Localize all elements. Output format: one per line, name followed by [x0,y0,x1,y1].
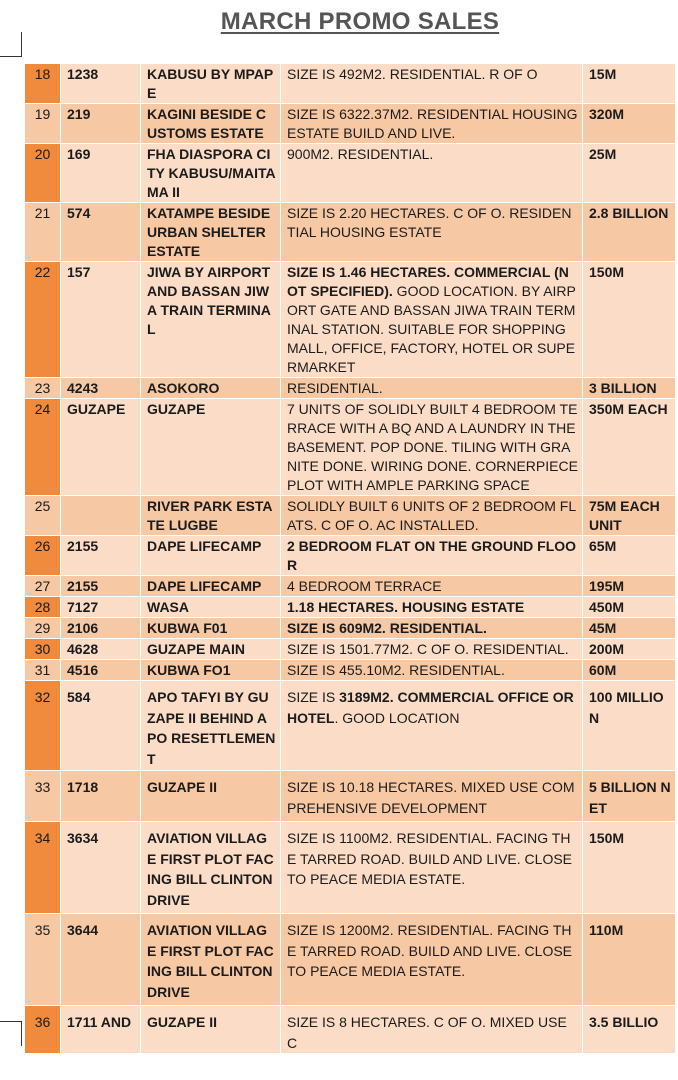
details [281,597,583,618]
details [281,64,583,104]
table-row [25,576,676,597]
price: 60M [583,660,676,681]
row-number: 34 [25,822,61,914]
details [281,262,583,378]
price: 100 MILLION [583,681,676,771]
table-row [25,597,676,618]
details-highlight: SIZE IS 1.46 HECTARES. COMMERCIAL (NOT SPECIFIED). [287,264,569,299]
details-prefix: SIZE IS [287,689,340,705]
details-text: SIZE IS 455.10M2. RESIDENTIAL. [287,662,505,678]
plot-number: 169 [61,144,141,203]
details [281,399,583,496]
price: 25M [583,144,676,203]
plot-number: 4516 [61,660,141,681]
table-row [25,536,676,576]
details-text: SIZE IS 2.20 HECTARES. C OF O. RESIDENTIAL HOUSING ESTATE [287,205,572,240]
price: 195M [583,576,676,597]
row-number: 33 [25,771,61,822]
details-highlight: SIZE IS 609M2. RESIDENTIAL. [287,620,487,636]
details [281,576,583,597]
price: 15M [583,64,676,104]
details-text: SIZE IS 492M2. RESIDENTIAL. R OF O [287,66,538,82]
table-row [25,64,676,104]
plot-number: GUZAPE [61,399,141,496]
location: KABUSU BY MPAPE [141,64,281,104]
location: ASOKORO [141,378,281,399]
row-number: 32 [25,681,61,771]
details-text: SIZE IS 6322.37M2. RESIDENTIAL HOUSING ESTATE BUILD AND LIVE. [287,106,578,141]
table-row [25,822,676,914]
row-number: 25 [25,496,61,536]
plot-number: 1238 [61,64,141,104]
details [281,536,583,576]
details [281,822,583,914]
row-number: 24 [25,399,61,496]
plot-number: 2155 [61,576,141,597]
details [281,203,583,262]
price: 350M EACH [583,399,676,496]
details [281,660,583,681]
price: 45M [583,618,676,639]
plot-number: 1718 [61,771,141,822]
price: 3.5 BILLIO [583,1006,676,1054]
location: RIVER PARK ESTATE LUGBE [141,496,281,536]
plot-number: 2106 [61,618,141,639]
row-number: 23 [25,378,61,399]
row-number: 27 [25,576,61,597]
details [281,639,583,660]
details-text: GOOD LOCATION. BY AIRPORT GATE AND BASSAN JIWA TRAIN TERMINAL STATION. SUITABLE FOR SHOPPING MALL, OFFICE, FACTORY, HOTEL OR SUPERMARKET [287,283,576,375]
plot-number: 157 [61,262,141,378]
details-text: SIZE IS 1100M2. RESIDENTIAL. FACING THE TARRED ROAD. BUILD AND LIVE. CLOSE TO PEACE MEDIA ESTATE. [287,830,573,887]
details-text: SIZE IS 1200M2. RESIDENTIAL. FACING THE TARRED ROAD. BUILD AND LIVE. CLOSE TO PEACE MEDIA ESTATE. [287,922,573,979]
details [281,618,583,639]
table-row [25,262,676,378]
details-highlight: 2 BEDROOM FLAT ON THE GROUND FLOOR [287,538,577,573]
details-text: 4 BEDROOM TERRACE [287,578,442,594]
row-number: 20 [25,144,61,203]
details-text: SIZE IS 10.18 HECTARES. MIXED USE COMPREHENSIVE DEVELOPMENT [287,779,575,816]
row-number: 28 [25,597,61,618]
page-title: MARCH PROMO SALES [220,8,500,35]
table-row [25,378,676,399]
table-row [25,771,676,822]
plot-number: 584 [61,681,141,771]
location: AVIATION VILLAGE FIRST PLOT FACING BILL CLINTON DRIVE [141,914,281,1006]
location: AVIATION VILLAGE FIRST PLOT FACING BILL CLINTON DRIVE [141,822,281,914]
price: 75M EACH UNIT [583,496,676,536]
details-text: 7 UNITS OF SOLIDLY BUILT 4 BEDROOM TERRACE WITH A BQ AND A LAUNDRY IN THE BASEMENT. POP DONE. TILING WITH GRANITE DONE. WIRING DONE. CORNERPIECE PLOT WITH AMPLE PARKING SPACE [287,401,578,493]
row-number: 22 [25,262,61,378]
details-highlight: 3189M2. COMMERCIAL OFFICE OR HOTEL [287,689,574,726]
location: APO TAFYI BY GUZAPE II BEHIND APO RESETTLEMENT [141,681,281,771]
details [281,1006,583,1054]
plot-number: 3644 [61,914,141,1006]
details [281,144,583,203]
details [281,914,583,1006]
location: DAPE LIFECAMP [141,536,281,576]
details-text: RESIDENTIAL. [287,380,383,396]
location: FHA DIASPORA CITY KABUSU/MAITAMA II [141,144,281,203]
promo-sales-table [24,63,676,1054]
table-row [25,1006,676,1054]
corner-mark-bottom [0,1021,22,1022]
plot-number: 4243 [61,378,141,399]
price: 150M [583,262,676,378]
table-row [25,104,676,144]
details [281,496,583,536]
details-highlight: 1.18 HECTARES. HOUSING ESTATE [287,599,525,615]
location: KATAMPE BESIDE URBAN SHELTER ESTATE [141,203,281,262]
row-number: 19 [25,104,61,144]
details-text: SIZE IS 8 HECTARES. C OF O. MIXED USE C [287,1014,567,1051]
plot-number [61,496,141,536]
table-row [25,681,676,771]
location: GUZAPE [141,399,281,496]
price: 320M [583,104,676,144]
price: 150M [583,822,676,914]
row-number: 30 [25,639,61,660]
corner-mark-top [0,56,22,57]
plot-number: 3634 [61,822,141,914]
location: GUZAPE II [141,1006,281,1054]
price: 65M [583,536,676,576]
row-number: 21 [25,203,61,262]
price: 5 BILLION NET [583,771,676,822]
price: 2.8 BILLION [583,203,676,262]
price: 3 BILLION [583,378,676,399]
plot-number: 4628 [61,639,141,660]
row-number: 31 [25,660,61,681]
location: KAGINI BESIDE CUSTOMS ESTATE [141,104,281,144]
table-row [25,144,676,203]
table-row [25,496,676,536]
row-number: 18 [25,64,61,104]
corner-mark-bottom-vertical [21,1021,22,1046]
details-text: 900M2. RESIDENTIAL. [287,146,434,162]
row-number: 26 [25,536,61,576]
table-row [25,660,676,681]
table-row [25,914,676,1006]
price: 200M [583,639,676,660]
plot-number: 2155 [61,536,141,576]
details-text: . GOOD LOCATION [334,709,460,726]
table-row [25,639,676,660]
details [281,771,583,822]
location: JIWA BY AIRPORT AND BASSAN JIWA TRAIN TERMINAL [141,262,281,378]
location: KUBWA FO1 [141,660,281,681]
details-text: SIZE IS 1501.77M2. C OF O. RESIDENTIAL. [287,641,569,657]
plot-number: 574 [61,203,141,262]
details [281,378,583,399]
price: 110M [583,914,676,1006]
plot-number: 219 [61,104,141,144]
details [281,681,583,771]
corner-mark-top-vertical [21,32,22,57]
row-number: 29 [25,618,61,639]
details [281,104,583,144]
table-row [25,399,676,496]
location: GUZAPE II [141,771,281,822]
table-row [25,203,676,262]
row-number: 36 [25,1006,61,1054]
location: WASA [141,597,281,618]
price: 450M [583,597,676,618]
plot-number: 7127 [61,597,141,618]
table-row [25,618,676,639]
location: DAPE LIFECAMP [141,576,281,597]
details-text: SOLIDLY BUILT 6 UNITS OF 2 BEDROOM FLATS. C OF O. AC INSTALLED. [287,498,577,533]
location: KUBWA F01 [141,618,281,639]
row-number: 35 [25,914,61,1006]
location: GUZAPE MAIN [141,639,281,660]
plot-number: 1711 AND [61,1006,141,1054]
